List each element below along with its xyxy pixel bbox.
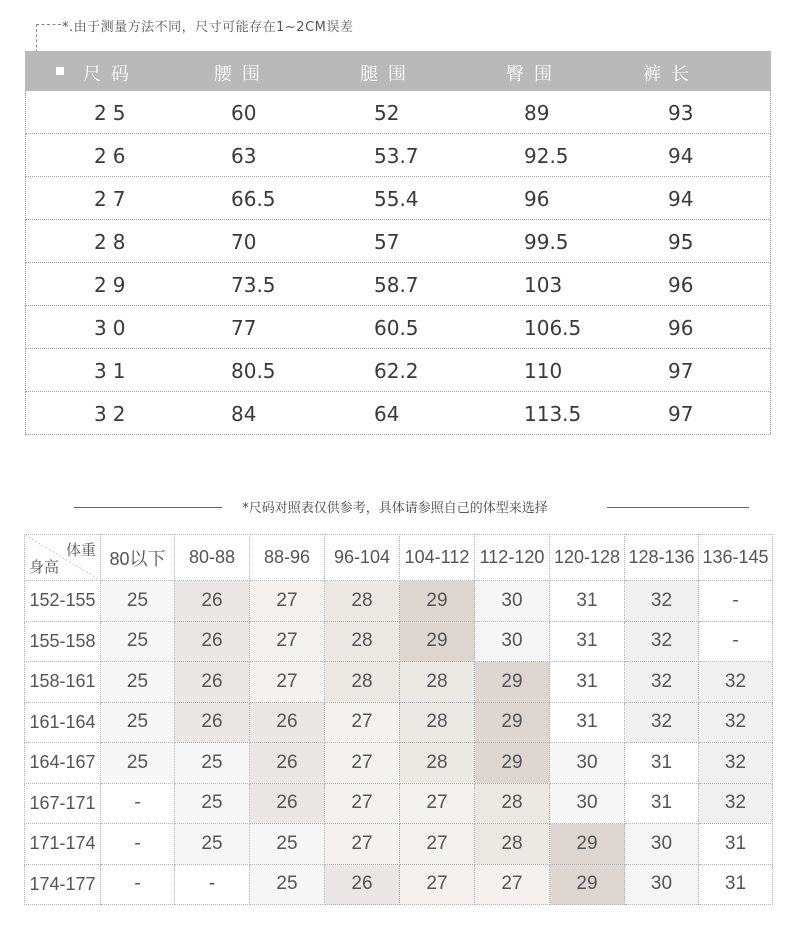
table-row — [25, 662, 773, 703]
size-cell: 25 — [175, 743, 250, 784]
measurement-note: *.由于测量方法不同，尺寸可能存在1~2CM误差 — [62, 20, 354, 35]
size-measurement-table — [25, 51, 771, 435]
size-cell: 27 — [250, 621, 325, 662]
cell-waist: 73.5 — [231, 273, 276, 297]
weight-header: 80-88 — [175, 535, 250, 581]
height-label: 155-158 — [25, 621, 101, 662]
size-cell: 30 — [475, 621, 550, 662]
weight-header: 120-128 — [550, 535, 625, 581]
table-row — [25, 864, 773, 905]
weight-header: 112-120 — [475, 535, 550, 581]
size-cell: 29 — [400, 581, 475, 622]
cell-thigh: 64 — [374, 402, 400, 426]
cell-thigh: 52 — [374, 101, 400, 125]
size-cell: 25 — [101, 702, 175, 743]
cell-thigh: 55.4 — [374, 187, 419, 211]
cell-waist: 80.5 — [231, 359, 276, 383]
size-cell: 27 — [475, 864, 550, 905]
size-cell: 25 — [250, 824, 325, 865]
cell-size: 32 — [94, 402, 132, 426]
cell-waist: 84 — [231, 402, 257, 426]
weight-header: 80以下 — [101, 535, 175, 581]
size-cell: 26 — [250, 783, 325, 824]
size-cell: 25 — [101, 743, 175, 784]
size-cell: 32 — [625, 581, 699, 622]
table-row — [25, 177, 771, 220]
weight-header: 88-96 — [250, 535, 325, 581]
cell-thigh: 57 — [374, 230, 400, 254]
size-cell: 27 — [325, 702, 400, 743]
cell-hip: 106.5 — [524, 316, 582, 340]
size-cell: 29 — [475, 702, 550, 743]
size-cell: 28 — [475, 824, 550, 865]
size-cell: 31 — [550, 662, 625, 703]
height-label: 174-177 — [25, 864, 101, 905]
size-cell: 32 — [699, 662, 773, 703]
table-row — [25, 349, 771, 392]
table-row — [25, 743, 773, 784]
header-size: 尺码 — [83, 64, 139, 85]
size-cell: 26 — [325, 864, 400, 905]
size-cell: 27 — [325, 783, 400, 824]
height-label: 167-171 — [25, 783, 101, 824]
size-cell: 30 — [475, 581, 550, 622]
size-recommendation-table — [24, 534, 773, 905]
size-cell: - — [699, 621, 773, 662]
size-cell: 28 — [400, 662, 475, 703]
cell-length: 93 — [668, 101, 694, 125]
header-waist: 腰围 — [214, 64, 270, 85]
size-cell: 27 — [250, 662, 325, 703]
corner-height-label: 身高 — [29, 559, 60, 576]
size-cell: 29 — [400, 621, 475, 662]
size-cell: 26 — [175, 581, 250, 622]
size-cell: 27 — [250, 581, 325, 622]
table-row — [25, 220, 771, 263]
size-cell: - — [699, 581, 773, 622]
size-cell: 25 — [175, 824, 250, 865]
size-cell: 26 — [175, 702, 250, 743]
size-cell: 30 — [550, 783, 625, 824]
size-cell: 27 — [325, 743, 400, 784]
table-row — [25, 91, 771, 134]
size-cell: 26 — [250, 743, 325, 784]
cell-waist: 77 — [231, 316, 257, 340]
size-cell: 25 — [101, 621, 175, 662]
square-bullet-icon — [56, 67, 64, 75]
size-cell: 30 — [625, 864, 699, 905]
size-cell: 28 — [325, 581, 400, 622]
weight-header: 104-112 — [400, 535, 475, 581]
size-cell: 31 — [550, 702, 625, 743]
cell-size: 26 — [94, 144, 132, 168]
size-cell: 25 — [250, 864, 325, 905]
size-cell: 29 — [550, 864, 625, 905]
size-cell: 31 — [550, 621, 625, 662]
size-cell: 27 — [325, 824, 400, 865]
size-cell: 26 — [250, 702, 325, 743]
table-row — [25, 392, 771, 435]
cell-hip: 113.5 — [524, 402, 582, 426]
cell-length: 95 — [668, 230, 694, 254]
weight-header: 136-145 — [699, 535, 773, 581]
cell-hip: 89 — [524, 101, 550, 125]
size-cell: 31 — [699, 864, 773, 905]
weight-header-row — [25, 535, 773, 581]
size-cell: 29 — [475, 743, 550, 784]
cell-thigh: 53.7 — [374, 144, 419, 168]
corner-cell — [25, 535, 101, 581]
height-label: 152-155 — [25, 581, 101, 622]
cell-hip: 92.5 — [524, 144, 569, 168]
size-cell: 31 — [550, 581, 625, 622]
corner-weight-label: 体重 — [65, 542, 96, 559]
header-length: 裤长 — [643, 64, 699, 85]
cell-size: 31 — [94, 359, 132, 383]
cell-hip: 103 — [524, 273, 563, 297]
cell-waist: 70 — [231, 230, 257, 254]
size-cell: 28 — [325, 662, 400, 703]
size-cell: 30 — [625, 824, 699, 865]
size-cell: 32 — [625, 702, 699, 743]
cell-length: 97 — [668, 402, 694, 426]
size-cell: 32 — [699, 702, 773, 743]
cell-hip: 96 — [524, 187, 550, 211]
size-cell: 25 — [101, 581, 175, 622]
header-hip: 臀围 — [506, 64, 562, 85]
size-cell: 30 — [550, 743, 625, 784]
table-row — [25, 306, 771, 349]
size-cell: 28 — [400, 743, 475, 784]
table-row — [25, 824, 773, 865]
cell-thigh: 62.2 — [374, 359, 419, 383]
size-cell: 29 — [475, 662, 550, 703]
cell-waist: 60 — [231, 101, 257, 125]
size-cell: 32 — [699, 783, 773, 824]
table-row — [25, 263, 771, 306]
size-cell: - — [175, 864, 250, 905]
table-row — [25, 581, 773, 622]
size-cell: 32 — [625, 662, 699, 703]
table-row — [25, 621, 773, 662]
cell-waist: 63 — [231, 144, 257, 168]
height-label: 161-164 — [25, 702, 101, 743]
reference-note: *尺码对照表仅供参考，具体请参照自己的体型来选择 — [242, 501, 548, 516]
cell-thigh: 60.5 — [374, 316, 419, 340]
size-cell: 25 — [175, 783, 250, 824]
size-cell: 31 — [625, 743, 699, 784]
cell-size: 25 — [94, 101, 132, 125]
size-cell: 27 — [400, 864, 475, 905]
size-cell: 27 — [400, 783, 475, 824]
table1-header — [25, 51, 771, 91]
cell-waist: 66.5 — [231, 187, 276, 211]
table-row — [25, 783, 773, 824]
size-cell: 31 — [699, 824, 773, 865]
cell-length: 96 — [668, 316, 694, 340]
weight-header: 96-104 — [325, 535, 400, 581]
cell-size: 29 — [94, 273, 132, 297]
cell-size: 27 — [94, 187, 132, 211]
table1-body — [25, 91, 771, 435]
cell-size: 30 — [94, 316, 132, 340]
size-cell: 28 — [475, 783, 550, 824]
height-label: 171-174 — [25, 824, 101, 865]
size-cell: 26 — [175, 662, 250, 703]
size-cell: - — [101, 824, 175, 865]
cell-length: 94 — [668, 187, 694, 211]
table-row — [25, 702, 773, 743]
size-cell: 27 — [400, 824, 475, 865]
size-cell: 25 — [101, 662, 175, 703]
size-cell: - — [101, 864, 175, 905]
divider-right — [607, 507, 749, 508]
size-cell: 26 — [175, 621, 250, 662]
cell-hip: 110 — [524, 359, 563, 383]
height-label: 164-167 — [25, 743, 101, 784]
cell-hip: 99.5 — [524, 230, 569, 254]
size-cell: 32 — [699, 743, 773, 784]
cell-length: 96 — [668, 273, 694, 297]
size-cell: - — [101, 783, 175, 824]
size-cell: 31 — [625, 783, 699, 824]
cell-length: 97 — [668, 359, 694, 383]
header-thigh: 腿围 — [360, 64, 416, 85]
size-cell: 28 — [325, 621, 400, 662]
weight-header: 128-136 — [625, 535, 699, 581]
size-cell: 29 — [550, 824, 625, 865]
size-cell: 28 — [400, 702, 475, 743]
size-cell: 32 — [625, 621, 699, 662]
height-label: 158-161 — [25, 662, 101, 703]
table-row — [25, 134, 771, 177]
cell-size: 28 — [94, 230, 132, 254]
cell-length: 94 — [668, 144, 694, 168]
cell-thigh: 58.7 — [374, 273, 419, 297]
